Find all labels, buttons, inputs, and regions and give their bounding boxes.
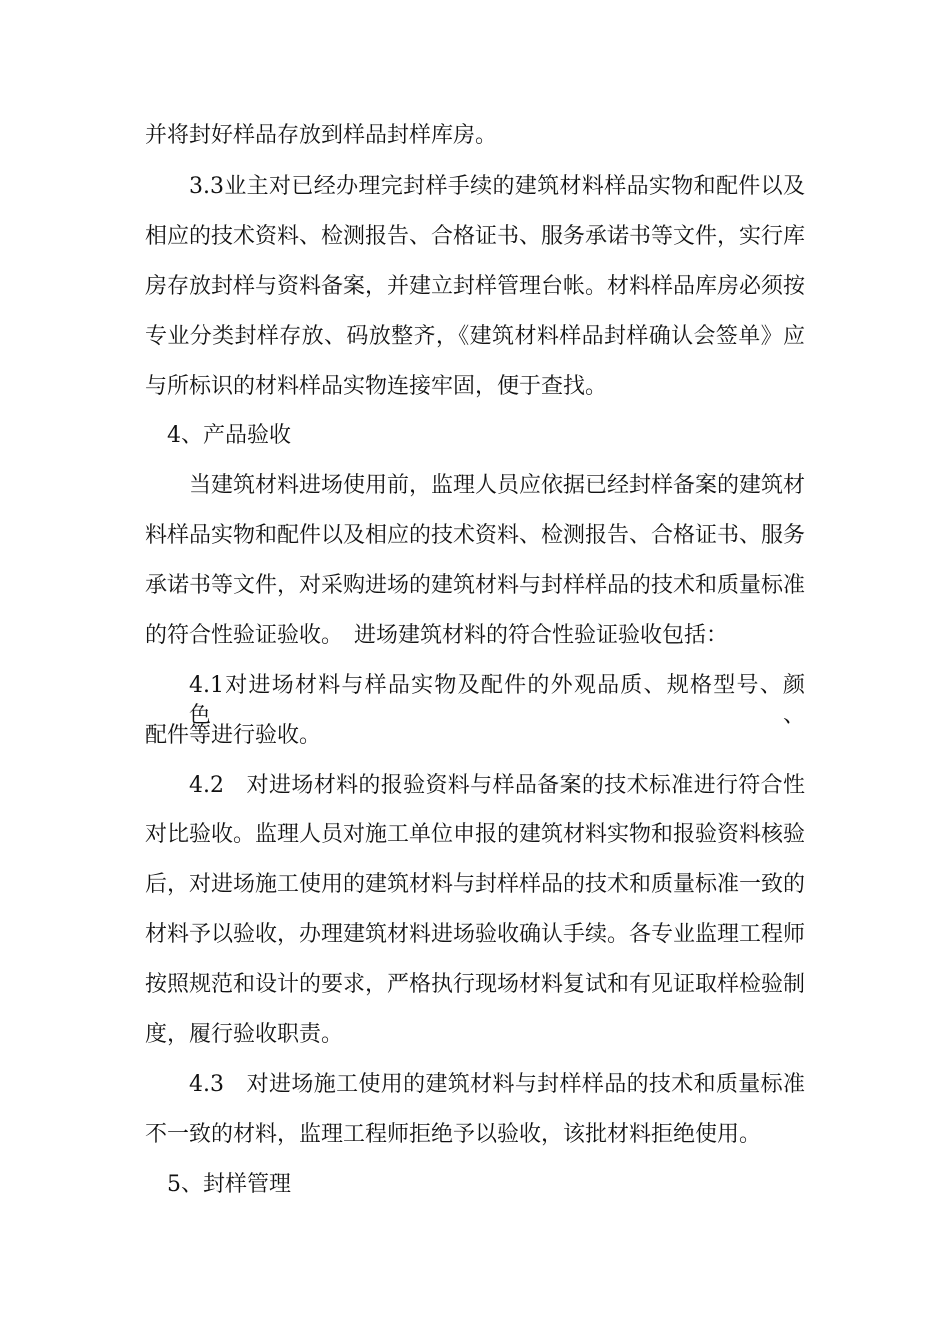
text-line: 的符合性验证验收。 进场建筑材料的符合性验证验收包括： <box>145 623 729 648</box>
section-heading: 5、封样管理 <box>167 1172 291 1197</box>
text-line: 度，履行验收职责。 <box>145 1022 344 1047</box>
text-line: 专业分类封样存放、码放整齐，《建筑材料样品封样确认会签单》应 <box>145 324 805 349</box>
text-line: 并将封好样品存放到样品封样库房。 <box>145 123 498 148</box>
text-line: 4.2 对进场材料的报验资料与样品备案的技术标准进行符合性 <box>189 773 805 798</box>
text-line: 承诺书等文件，对采购进场的建筑材料与封样样品的技术和质量标准 <box>145 573 806 598</box>
text-line: 3.3业主对已经办理完封样手续的建筑材料样品实物和配件以及 <box>189 174 805 199</box>
text-line: 房存放封样与资料备案，并建立封样管理台帐。材料样品库房必须按 <box>145 274 806 299</box>
text-line: 配件等进行验收。 <box>145 723 322 748</box>
text-line: 不一致的材料，监理工程师拒绝予以验收，该批材料拒绝使用。 <box>145 1122 762 1147</box>
text-line: 4.3 对进场施工使用的建筑材料与封样样品的技术和质量标准 <box>189 1072 805 1097</box>
section-heading: 4、产品验收 <box>167 423 291 448</box>
text-line: 相应的技术资料、检测报告、合格证书、服务承诺书等文件，实行库 <box>145 224 806 249</box>
text-line: 后，对进场施工使用的建筑材料与封样样品的技术和质量标准一致的 <box>145 872 806 897</box>
text-line: 与所标识的材料样品实物连接牢固，便于查找。 <box>145 374 608 399</box>
text-line: 料样品实物和配件以及相应的技术资料、检测报告、合格证书、服务 <box>145 523 806 548</box>
text-line: 4.1对进场材料与样品实物及配件的外观品质、规格型号、颜色、 <box>189 673 805 728</box>
text-line: 对比验收。监理人员对施工单位申报的建筑材料实物和报验资料核验 <box>145 822 806 847</box>
text-line: 当建筑材料进场使用前，监理人员应依据已经封样备案的建筑材 <box>189 473 806 498</box>
text-line: 按照规范和设计的要求，严格执行现场材料复试和有见证取样检验制 <box>145 972 806 997</box>
text-line: 材料予以验收，办理建筑材料进场验收确认手续。各专业监理工程师 <box>145 922 806 947</box>
